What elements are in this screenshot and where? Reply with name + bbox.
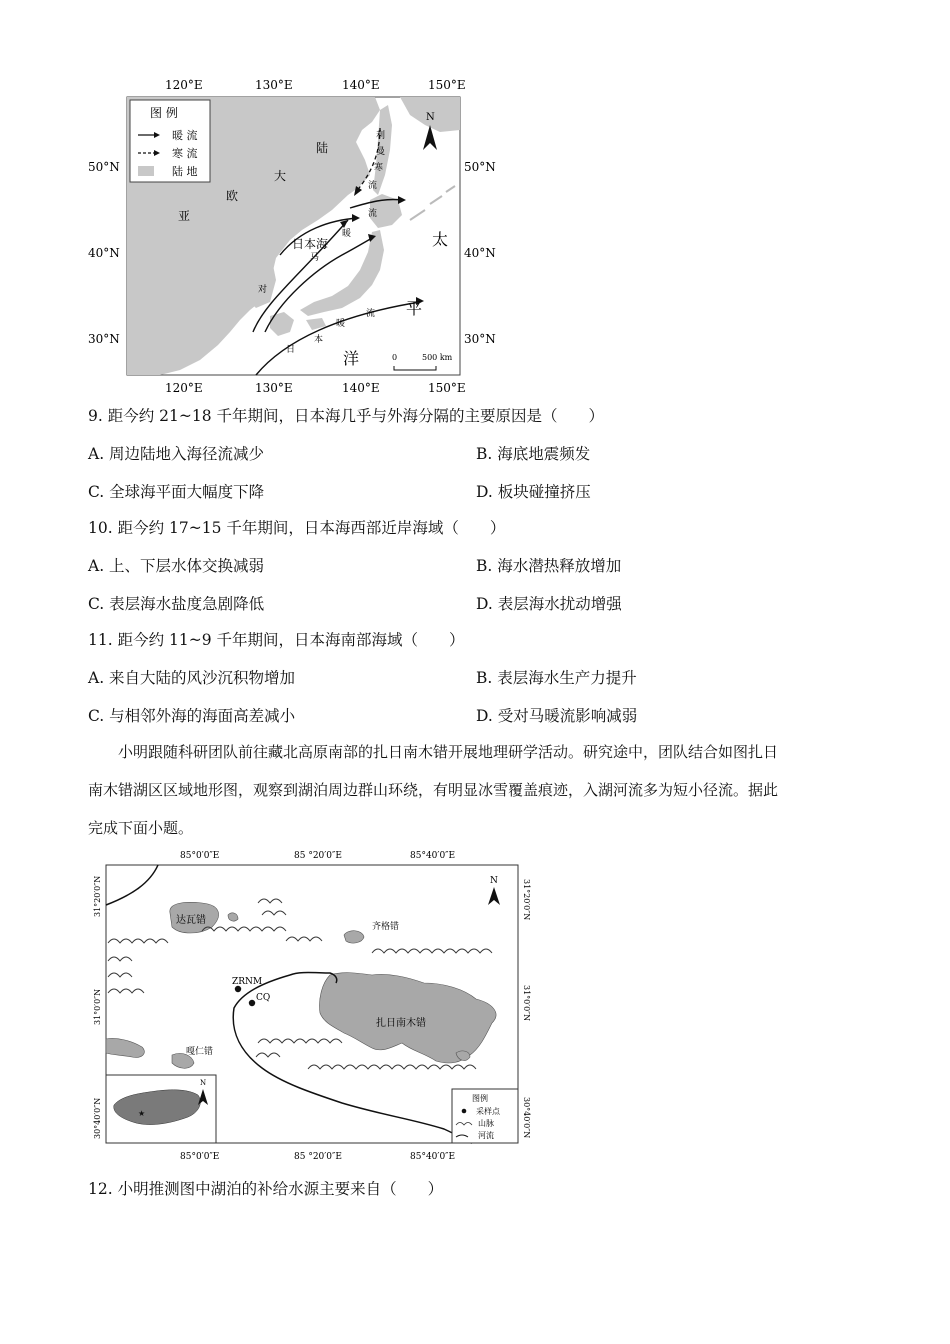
qige-lake [344, 931, 364, 943]
legend-land-symbol [138, 166, 154, 176]
tick-left-0: 50°N [88, 160, 120, 174]
label-sea: 日本海 [292, 237, 329, 251]
legend-sample-symbol [462, 1109, 467, 1114]
m2-tick-bottom-1: 85 °20′0″E [294, 1152, 342, 1162]
label-qige: 齐格错 [372, 922, 400, 932]
question-11-option-c[interactable]: C. 与相邻外海的海面高差减小 [88, 707, 296, 725]
kuroshio-label-1: 日 [286, 345, 296, 355]
tick-left-2: 30°N [88, 332, 120, 346]
label-lu: 陆 [316, 141, 329, 155]
tick-bottom-3: 150°E [428, 381, 466, 395]
map2-left-ticks [93, 876, 102, 1139]
m2-tick-bottom-2: 85°40′0″E [410, 1152, 456, 1162]
dawa-small-lake [228, 913, 238, 921]
map1-left-ticks [88, 160, 120, 346]
question-10-option-c[interactable]: C. 表层海水盐度急剧降低 [88, 595, 265, 613]
liman-label-1: 利 [376, 131, 386, 141]
question-9-option-c[interactable]: C. 全球海平面大幅度下降 [88, 483, 265, 501]
scale-km: 500 km [422, 353, 453, 362]
tick-bottom-1: 130°E [255, 381, 293, 395]
tick-top-1: 130°E [255, 78, 293, 92]
label-cq: CQ [256, 993, 271, 1003]
passage-line-1-text: 小明跟随科研团队前往藏北高原南部的扎日南木错开展地理研学活动。研究途中，团队结合如图扎日 [118, 743, 779, 761]
map1-top-ticks [165, 78, 466, 92]
tick-bottom-2: 140°E [342, 381, 380, 395]
label-ou: 欧 [226, 189, 239, 203]
map2-legend-title: 图例 [472, 1094, 488, 1103]
tsushima-label-1: 对 [258, 285, 268, 295]
tick-right-2: 30°N [464, 332, 496, 346]
label-yang: 洋 [343, 349, 360, 368]
m2-tick-right-0: 31°20′0″N [522, 879, 531, 921]
question-10-option-a[interactable]: A. 上、下层水体交换减弱 [88, 557, 265, 575]
sample-point-cq [249, 1000, 255, 1006]
tick-right-1: 40°N [464, 246, 496, 260]
question-10-option-d[interactable]: D. 表层海水扰动增强 [476, 595, 622, 613]
tick-top-0: 120°E [165, 78, 203, 92]
legend-title: 图 例 [150, 106, 178, 120]
legend-land: 陆 地 [172, 165, 198, 178]
m2-tick-left-1: 31°0′0″N [93, 988, 102, 1025]
tick-top-2: 140°E [342, 78, 380, 92]
question-11-option-a[interactable]: A. 来自大陆的风沙沉积物增加 [88, 669, 296, 687]
legend-warm: 暖 流 [172, 129, 198, 142]
liman-label-4: 流 [368, 181, 378, 191]
kuroshio-label-3: 暖 [336, 319, 346, 329]
m2-tick-top-2: 85°40′0″E [410, 851, 456, 861]
label-dawa: 达瓦错 [176, 915, 206, 926]
question-9-option-a[interactable]: A. 周边陆地入海径流减少 [88, 445, 265, 463]
tick-top-3: 150°E [428, 78, 466, 92]
question-10-stem: 10. 距今约 17~15 千年期间，日本海西部近岸海域（ ） [88, 519, 506, 537]
label-garen: 嘎仁错 [186, 1047, 214, 1057]
m2-tick-left-0: 31°20′0″N [93, 875, 102, 917]
m2-tick-top-0: 85°0′0″E [180, 851, 220, 861]
map1-bottom-ticks [165, 381, 466, 395]
question-9-stem: 9. 距今约 21~18 千年期间，日本海几乎与外海分隔的主要原因是（ ） [88, 407, 605, 425]
legend-cold: 寒 流 [172, 147, 198, 160]
label-zhari: 扎日南木错 [376, 1018, 426, 1029]
passage-line-1 [88, 733, 863, 771]
map2-bottom-ticks [180, 1152, 455, 1162]
m2-tick-bottom-0: 85°0′0″E [180, 1152, 220, 1162]
label-ya: 亚 [178, 209, 191, 223]
question-9-option-d[interactable]: D. 板块碰撞挤压 [476, 483, 591, 501]
legend-river: 河流 [478, 1131, 494, 1140]
question-9-option-b[interactable]: B. 海底地震频发 [476, 445, 591, 463]
inset-star-icon: ★ [138, 1109, 146, 1118]
map1-right-ticks [464, 160, 496, 346]
m2-tick-right-1: 31°0′0″N [522, 985, 531, 1022]
question-12-stem: 12. 小明推测图中湖泊的补给水源主要来自（ ） [88, 1180, 444, 1198]
m2-tick-right-2: 30°40′0″N [522, 1097, 531, 1139]
tsushima-label-2: 马 [310, 253, 320, 263]
passage-line-3: 完成下面小题。 [88, 819, 194, 837]
zhari-namco-map [72, 843, 552, 1173]
map1-north-label: N [426, 112, 435, 123]
map2-north-label: N [490, 876, 498, 886]
question-11-option-d[interactable]: D. 受对马暖流影响减弱 [476, 707, 638, 725]
liman-label-3: 寒 [374, 163, 384, 173]
label-da: 大 [274, 169, 287, 183]
japan-sea-map [80, 70, 520, 400]
tick-bottom-0: 120°E [165, 381, 203, 395]
reading-passage [88, 733, 863, 847]
m2-tick-top-1: 85 °20′0″E [294, 851, 342, 861]
label-ping: 平 [406, 299, 423, 318]
tsushima-label-4: 流 [368, 209, 378, 219]
map2-right-ticks [522, 879, 531, 1138]
kuroshio-label-4: 流 [366, 309, 376, 319]
label-tai: 太 [432, 230, 449, 249]
label-zrnm: ZRNM [232, 977, 263, 987]
legend-mountain: 山脉 [478, 1119, 494, 1128]
m2-tick-left-2: 30°40′0″N [93, 1097, 102, 1139]
inset-north-label: N [200, 1079, 207, 1087]
question-11-option-b[interactable]: B. 表层海水生产力提升 [476, 669, 637, 687]
passage-line-2: 南木错湖区区域地形图，观察到湖泊周边群山环绕，有明显冰雪覆盖痕迹，入湖河流多为短小径流。据此 [88, 781, 779, 799]
tick-right-0: 50°N [464, 160, 496, 174]
liman-label-2: 曼 [376, 147, 386, 157]
scale-zero: 0 [392, 353, 398, 362]
map2-top-ticks [180, 851, 455, 861]
legend-sample: 采样点 [476, 1107, 500, 1116]
kuroshio-label-2: 本 [314, 335, 324, 345]
question-11-stem: 11. 距今约 11~9 千年期间，日本海南部海域（ ） [88, 631, 465, 649]
tsushima-label-3: 暖 [342, 229, 352, 239]
tick-left-1: 40°N [88, 246, 120, 260]
question-10-option-b[interactable]: B. 海水潜热释放增加 [476, 557, 622, 575]
